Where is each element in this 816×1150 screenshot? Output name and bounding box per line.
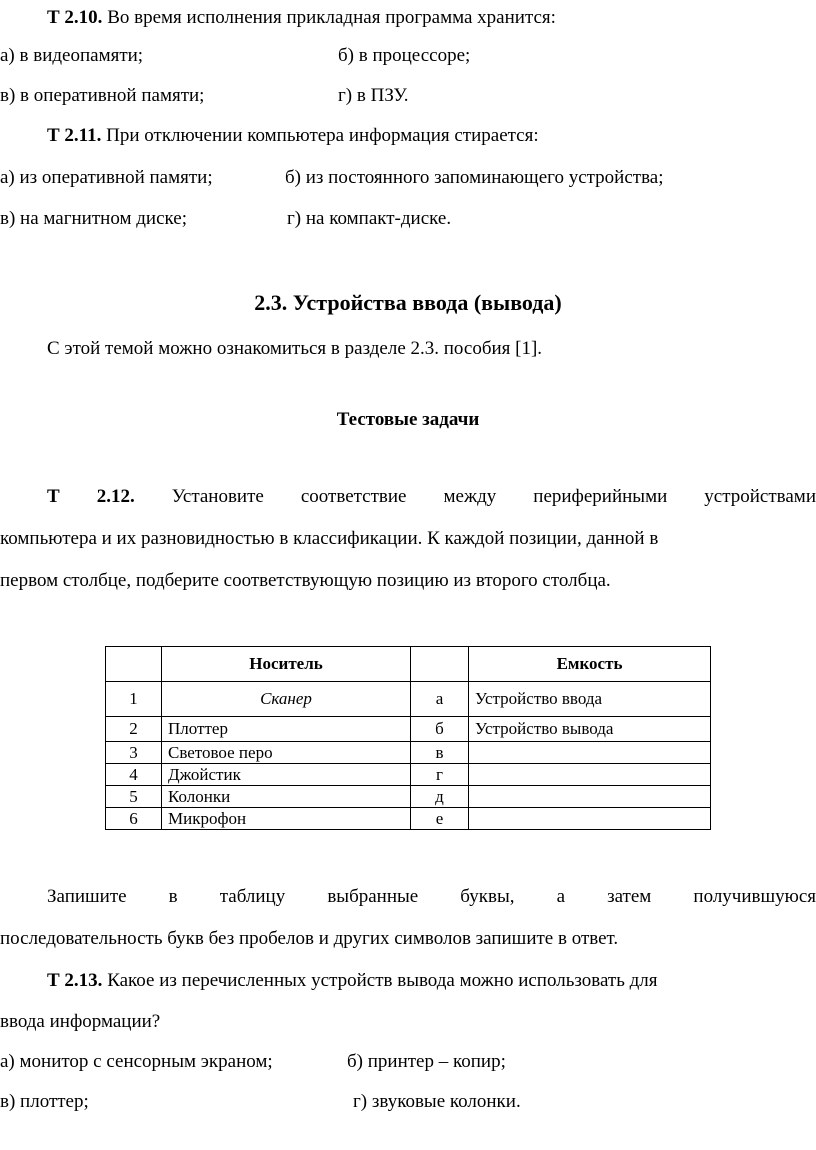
- question-text: Какое из перечисленных устройств вывода можно использовать для: [102, 970, 658, 991]
- question-2-13-line2: ввода информации?: [0, 1011, 161, 1032]
- row-item: Плоттер: [162, 717, 411, 742]
- table-row: [106, 717, 711, 742]
- question-label: Т 2.12.: [47, 486, 135, 507]
- matching-table: [105, 646, 711, 830]
- row-letter: а: [411, 682, 469, 717]
- row-number: 6: [106, 808, 162, 830]
- instruction-line2: последовательность букв без пробелов и других символов запишите в ответ.: [0, 928, 619, 949]
- option-d: г) на компакт-диске.: [287, 208, 452, 229]
- word: Запишите: [47, 886, 127, 907]
- section-intro: С этой темой можно ознакомиться в разделе 2.3. пособия [1].: [47, 338, 543, 359]
- word: буквы,: [460, 886, 515, 907]
- option-a: а) в видеопамяти;: [0, 45, 144, 66]
- option-c: в) на магнитном диске;: [0, 208, 187, 229]
- word: Установите: [171, 486, 264, 507]
- row-letter: е: [411, 808, 469, 830]
- question-2-11: [47, 125, 539, 147]
- table-cell: [411, 647, 469, 682]
- row-number: 5: [106, 786, 162, 808]
- table-header-row: [106, 647, 711, 682]
- word: а: [556, 886, 565, 907]
- table-row: [106, 682, 711, 717]
- row-number: 3: [106, 742, 162, 764]
- table-row: [106, 742, 711, 764]
- row-item: Джойстик: [162, 764, 411, 786]
- option-a: а) из оперативной памяти;: [0, 167, 213, 188]
- question-text: Во время исполнения прикладная программа хранится:: [102, 7, 556, 28]
- row-capacity: [469, 742, 711, 764]
- question-label: Т 2.10.: [47, 7, 103, 28]
- word: устройствами: [704, 486, 816, 507]
- question-label: Т 2.13.: [47, 970, 103, 991]
- row-number: 1: [106, 682, 162, 717]
- instruction-line1: [0, 886, 816, 908]
- row-number: 2: [106, 717, 162, 742]
- table-row: [106, 786, 711, 808]
- option-c: в) в оперативной памяти;: [0, 85, 205, 106]
- question-2-10: [47, 7, 556, 29]
- word: таблицу: [219, 886, 286, 907]
- row-number: 4: [106, 764, 162, 786]
- row-item: Колонки: [162, 786, 411, 808]
- word: выбранные: [327, 886, 419, 907]
- question-2-12-line3: первом столбце, подберите соответствующую позицию из второго столбца.: [0, 570, 611, 591]
- section-title: 2.3. Устройства ввода (вывода): [254, 290, 562, 315]
- word: в: [168, 886, 178, 907]
- option-b: б) принтер – копир;: [347, 1051, 506, 1072]
- option-b: б) в процессоре;: [338, 45, 471, 66]
- word: получившуюся: [693, 886, 816, 907]
- row-capacity: [469, 786, 711, 808]
- word: соответствие: [300, 486, 407, 507]
- row-capacity: [469, 808, 711, 830]
- row-capacity: Устройство ввода: [469, 682, 711, 717]
- option-d: г) звуковые колонки.: [353, 1091, 521, 1112]
- table-row: [106, 764, 711, 786]
- row-item: Микрофон: [162, 808, 411, 830]
- table-row: [106, 808, 711, 830]
- question-2-12-line1: [0, 486, 816, 508]
- row-capacity: Устройство вывода: [469, 717, 711, 742]
- row-letter: в: [411, 742, 469, 764]
- option-b: б) из постоянного запоминающего устройства;: [285, 167, 664, 188]
- row-letter: г: [411, 764, 469, 786]
- question-text: При отключении компьютера информация стирается:: [101, 125, 539, 146]
- row-letter: б: [411, 717, 469, 742]
- word: периферийными: [533, 486, 668, 507]
- table-cell: [106, 647, 162, 682]
- row-item: Световое перо: [162, 742, 411, 764]
- option-d: г) в ПЗУ.: [338, 85, 409, 106]
- word: затем: [607, 886, 652, 907]
- row-item: Сканер: [162, 682, 411, 717]
- question-2-13: [47, 970, 658, 992]
- question-2-12-line2: компьютера и их разновидностью в классификации. К каждой позиции, данной в: [0, 528, 659, 549]
- header-capacity: Емкость: [469, 647, 711, 682]
- question-label: Т 2.11.: [47, 125, 102, 146]
- tests-heading: Тестовые задачи: [336, 409, 480, 430]
- header-carrier: Носитель: [162, 647, 411, 682]
- word: между: [443, 486, 497, 507]
- option-a: а) монитор с сенсорным экраном;: [0, 1051, 273, 1072]
- row-capacity: [469, 764, 711, 786]
- option-c: в) плоттер;: [0, 1091, 89, 1112]
- row-letter: д: [411, 786, 469, 808]
